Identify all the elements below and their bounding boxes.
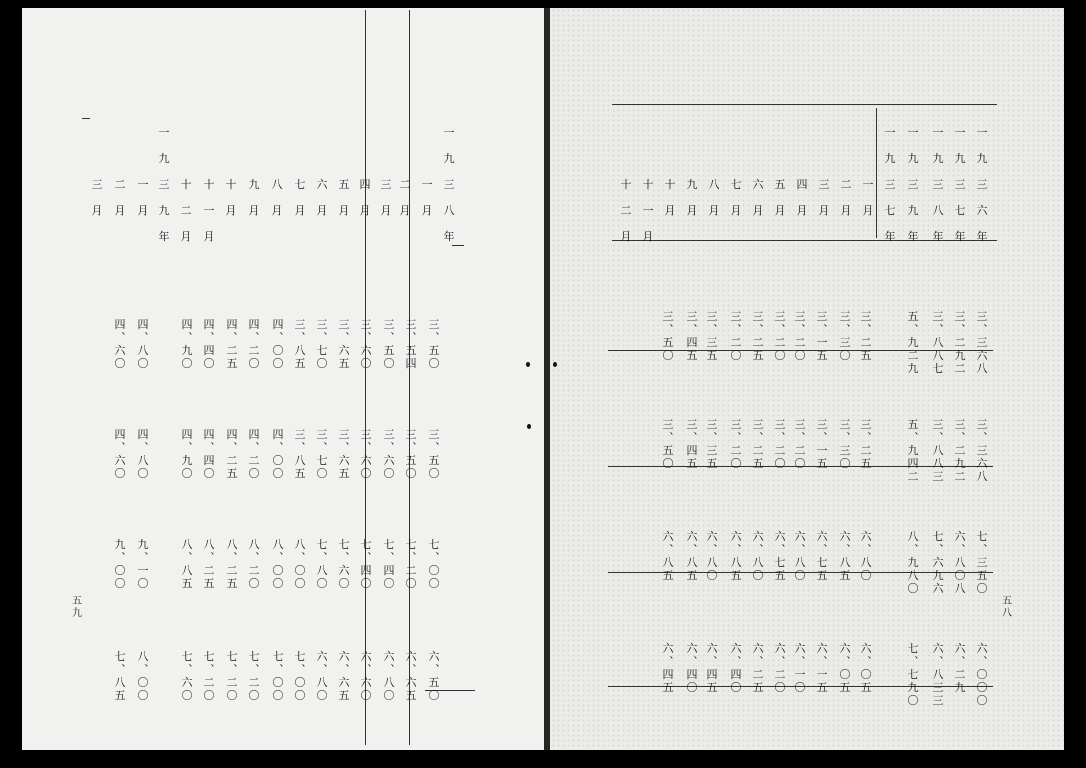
- value-cell: 三 ︑ 二 五: [860, 310, 872, 362]
- month-header: 十 一 月: [642, 178, 654, 243]
- value-cell: 三 ︑ 三 六 八: [976, 310, 988, 375]
- month-header: 十 二 月: [620, 178, 632, 243]
- value-cell: 六 ︑ 八 〇: [752, 530, 764, 582]
- value-cell: 七 ︑ 四 〇: [383, 538, 395, 590]
- value-cell: 六 ︑ 六 五: [338, 650, 350, 702]
- value-cell: 六 ︑ 〇 五: [839, 642, 851, 694]
- value-cell: 四 ︑ 四 〇: [203, 318, 215, 370]
- value-cell: 三 ︑ 五 〇: [662, 310, 674, 362]
- value-cell: 四 ︑ 二 五: [226, 318, 238, 370]
- value-cell: 六 ︑ 七 五: [774, 530, 786, 582]
- value-cell: 三 ︑ 五 四: [405, 318, 417, 370]
- value-cell: 四 ︑ 九 〇: [181, 428, 193, 480]
- value-cell: 三 ︑ 五 〇: [662, 418, 674, 470]
- value-cell: 三 ︑ 五 〇: [405, 428, 417, 480]
- value-cell: 七 ︑ 二 〇: [226, 650, 238, 702]
- binding-hole: [553, 362, 557, 367]
- year-separator-rule: [876, 108, 877, 238]
- year-label: 一 九 三 六 年: [976, 126, 988, 243]
- value-cell: 六 ︑ 八 〇 八: [954, 530, 966, 595]
- value-cell: 八 ︑ 二 五: [226, 538, 238, 590]
- page-number-right: 五 八: [1002, 596, 1012, 619]
- month-header: 九 月: [248, 178, 260, 217]
- month-header: 八 月: [708, 178, 720, 217]
- value-cell: 五 ︑ 九 二 九: [907, 310, 919, 375]
- month-header: 九 月: [686, 178, 698, 217]
- book-gutter: [544, 8, 550, 750]
- month-header: 七 月: [294, 178, 306, 217]
- value-cell: 六 ︑ 八 三 三: [932, 642, 944, 707]
- year-label: 一 九 三 九 年: [158, 126, 170, 243]
- value-cell: 六 ︑ 二 五: [752, 642, 764, 694]
- year-label: 一 九 三 八 年: [443, 126, 455, 243]
- value-cell: 四 ︑ 二 五: [226, 428, 238, 480]
- month-header: 八 月: [271, 178, 283, 217]
- value-cell: 六 ︑ 八 〇: [706, 530, 718, 582]
- value-cell: 六 ︑ 八 五: [686, 530, 698, 582]
- value-cell: 六 ︑ 四 〇: [686, 642, 698, 694]
- value-cell: 四 ︑ 六 〇: [114, 318, 126, 370]
- value-cell: 三 ︑ 二 〇: [774, 310, 786, 362]
- month-header: 二 月: [840, 178, 852, 217]
- value-cell: 八 ︑ 〇 〇: [294, 538, 306, 590]
- value-cell: 六 ︑ 〇 五: [860, 642, 872, 694]
- value-cell: 三 ︑ 四 五: [686, 418, 698, 470]
- value-cell: 四 ︑ 〇 〇: [272, 428, 284, 480]
- value-cell: 八 ︑ 二 五: [203, 538, 215, 590]
- value-cell: 三 ︑ 二 九 二: [954, 418, 966, 483]
- month-header: 七 月: [730, 178, 742, 217]
- value-cell: 六 ︑ 八 〇: [794, 530, 806, 582]
- value-cell: 三 ︑ 二 〇: [794, 418, 806, 470]
- value-cell: 三 ︑ 二 〇: [774, 418, 786, 470]
- month-header: 六 月: [752, 178, 764, 217]
- value-cell: 六 ︑ 六 五: [405, 650, 417, 702]
- month-header: 三 月: [380, 178, 392, 217]
- value-cell: 三 ︑ 四 五: [686, 310, 698, 362]
- value-cell: 三 ︑ 二 〇: [730, 418, 742, 470]
- value-cell: 六 ︑ 八 〇: [860, 530, 872, 582]
- month-header: 十 月: [225, 178, 237, 217]
- value-cell: 九 ︑ 〇 〇: [114, 538, 126, 590]
- value-cell: 三 ︑ 二 五: [860, 418, 872, 470]
- value-cell: 六 ︑ 七 五: [816, 530, 828, 582]
- value-cell: 六 ︑ 四 五: [662, 642, 674, 694]
- value-cell: 三 ︑ 五 〇: [428, 318, 440, 370]
- value-cell: 九 ︑ 一 〇: [137, 538, 149, 590]
- right-header-top-rule: [612, 104, 997, 105]
- month-header: 四 月: [359, 178, 371, 217]
- value-cell: 四 ︑ 二 〇: [248, 428, 260, 480]
- value-cell: 三 ︑ 八 五: [294, 428, 306, 480]
- value-cell: 七 ︑ 二 〇: [203, 650, 215, 702]
- year-label: 一 九 三 七 年: [954, 126, 966, 243]
- value-cell: 七 ︑ 七 九 〇: [907, 642, 919, 707]
- binding-hole: [526, 362, 530, 367]
- value-cell: 六 ︑ 八 五: [839, 530, 851, 582]
- value-cell: 三 ︑ 三 〇: [839, 418, 851, 470]
- left-vertical-rule: [409, 10, 410, 745]
- value-cell: 四 ︑ 八 〇: [137, 428, 149, 480]
- value-cell: 三 ︑ 五 〇: [428, 428, 440, 480]
- value-cell: 三 ︑ 二 五: [752, 310, 764, 362]
- value-cell: 三 ︑ 八 五: [294, 318, 306, 370]
- value-cell: 七 ︑ 二 〇: [405, 538, 417, 590]
- value-cell: 三 ︑ 六 〇: [360, 318, 372, 370]
- month-header: 一 月: [137, 178, 149, 217]
- page-number-left: 五 九: [72, 596, 82, 619]
- value-cell: 三 ︑ 七 〇: [316, 428, 328, 480]
- left-vertical-rule: [365, 10, 366, 745]
- value-cell: 七 ︑ 八 五: [114, 650, 126, 702]
- month-header: 一 月: [862, 178, 874, 217]
- year-label: 一 九 三 八 年: [932, 126, 944, 243]
- value-cell: 六 ︑ 五 〇: [428, 650, 440, 702]
- value-cell: 三 ︑ 三 五: [706, 418, 718, 470]
- value-cell: 七 ︑ 二 〇: [248, 650, 260, 702]
- value-cell: 三 ︑ 一 五: [816, 310, 828, 362]
- value-cell: 七 ︑ 〇 〇: [294, 650, 306, 702]
- value-cell: 三 ︑ 六 〇: [383, 428, 395, 480]
- value-cell: 七 ︑ 八 〇: [316, 538, 328, 590]
- value-cell: 四 ︑ 四 〇: [203, 428, 215, 480]
- value-cell: 三 ︑ 二 九 二: [954, 310, 966, 375]
- value-cell: 七 ︑ 四 〇: [360, 538, 372, 590]
- value-cell: 四 ︑ 九 〇: [181, 318, 193, 370]
- value-cell: 三 ︑ 二 〇: [794, 310, 806, 362]
- value-cell: 三 ︑ 一 五: [816, 418, 828, 470]
- value-cell: 三 ︑ 五 〇: [383, 318, 395, 370]
- value-cell: 三 ︑ 六 五: [338, 318, 350, 370]
- value-cell: 六 ︑ 一 五: [816, 642, 828, 694]
- value-cell: 七 ︑ 三 五 〇: [976, 530, 988, 595]
- value-cell: 四 ︑ 二 〇: [248, 318, 260, 370]
- value-cell: 三 ︑ 三 五: [706, 310, 718, 362]
- year-label: 一 九 三 七 年: [884, 126, 896, 243]
- value-cell: 八 ︑ 二 〇: [248, 538, 260, 590]
- month-header: 十 二 月: [180, 178, 192, 243]
- value-cell: 六 ︑ 一 〇: [794, 642, 806, 694]
- value-cell: 三 ︑ 三 〇: [839, 310, 851, 362]
- value-cell: 六 ︑ 八 五: [730, 530, 742, 582]
- left-header-tick: [82, 118, 90, 119]
- value-cell: 四 ︑ 六 〇: [114, 428, 126, 480]
- month-header: 六 月: [316, 178, 328, 217]
- value-cell: 五 ︑ 九 四 二: [907, 418, 919, 483]
- value-cell: 六 ︑ 八 〇: [383, 650, 395, 702]
- year-label: 一 九 三 九 年: [907, 126, 919, 243]
- value-cell: 六 ︑ 〇 〇 〇: [976, 642, 988, 707]
- month-header: 二 月: [114, 178, 126, 217]
- value-cell: 六 ︑ 四 五: [706, 642, 718, 694]
- value-cell: 四 ︑ 八 〇: [137, 318, 149, 370]
- value-cell: 三 ︑ 七 〇: [316, 318, 328, 370]
- value-cell: 三 ︑ 八 八 三: [932, 418, 944, 483]
- month-header: 三 月: [91, 178, 103, 217]
- value-cell: 三 ︑ 六 五: [338, 428, 350, 480]
- month-header: 十 月: [664, 178, 676, 217]
- value-cell: 六 ︑ 二 〇: [774, 642, 786, 694]
- value-cell: 四 ︑ 〇 〇: [272, 318, 284, 370]
- value-cell: 六 ︑ 四 〇: [730, 642, 742, 694]
- value-cell: 三 ︑ 二 〇: [730, 310, 742, 362]
- value-cell: 三 ︑ 三 六 八: [976, 418, 988, 483]
- value-cell: 六 ︑ 二 九: [954, 642, 966, 694]
- left-page: [22, 8, 548, 750]
- value-cell: 七 ︑ 六 〇: [338, 538, 350, 590]
- value-cell: 三 ︑ 八 八 七: [932, 310, 944, 375]
- month-header: 五 月: [774, 178, 786, 217]
- month-header: 五 月: [338, 178, 350, 217]
- value-cell: 八 ︑ 八 五: [181, 538, 193, 590]
- month-header: 四 月: [796, 178, 808, 217]
- value-cell: 七 ︑ 六 九 六: [932, 530, 944, 595]
- value-cell: 八 ︑ 〇 〇: [272, 538, 284, 590]
- month-header: 一 月: [421, 178, 433, 217]
- value-cell: 三 ︑ 六 〇: [360, 428, 372, 480]
- month-header: 三 月: [818, 178, 830, 217]
- month-header: 二 月: [399, 178, 411, 217]
- value-cell: 六 ︑ 八 五: [662, 530, 674, 582]
- binding-hole: [527, 424, 531, 429]
- value-cell: 七 ︑ 六 〇: [181, 650, 193, 702]
- value-cell: 八 ︑ 〇 〇: [137, 650, 149, 702]
- value-cell: 六 ︑ 八 〇: [316, 650, 328, 702]
- value-cell: 七 ︑ 〇 〇: [428, 538, 440, 590]
- month-header: 十 一 月: [203, 178, 215, 243]
- value-cell: 七 ︑ 〇 〇: [272, 650, 284, 702]
- value-cell: 六 ︑ 六 〇: [360, 650, 372, 702]
- value-cell: 八 ︑ 九 八 〇: [907, 530, 919, 595]
- value-cell: 三 ︑ 二 五: [752, 418, 764, 470]
